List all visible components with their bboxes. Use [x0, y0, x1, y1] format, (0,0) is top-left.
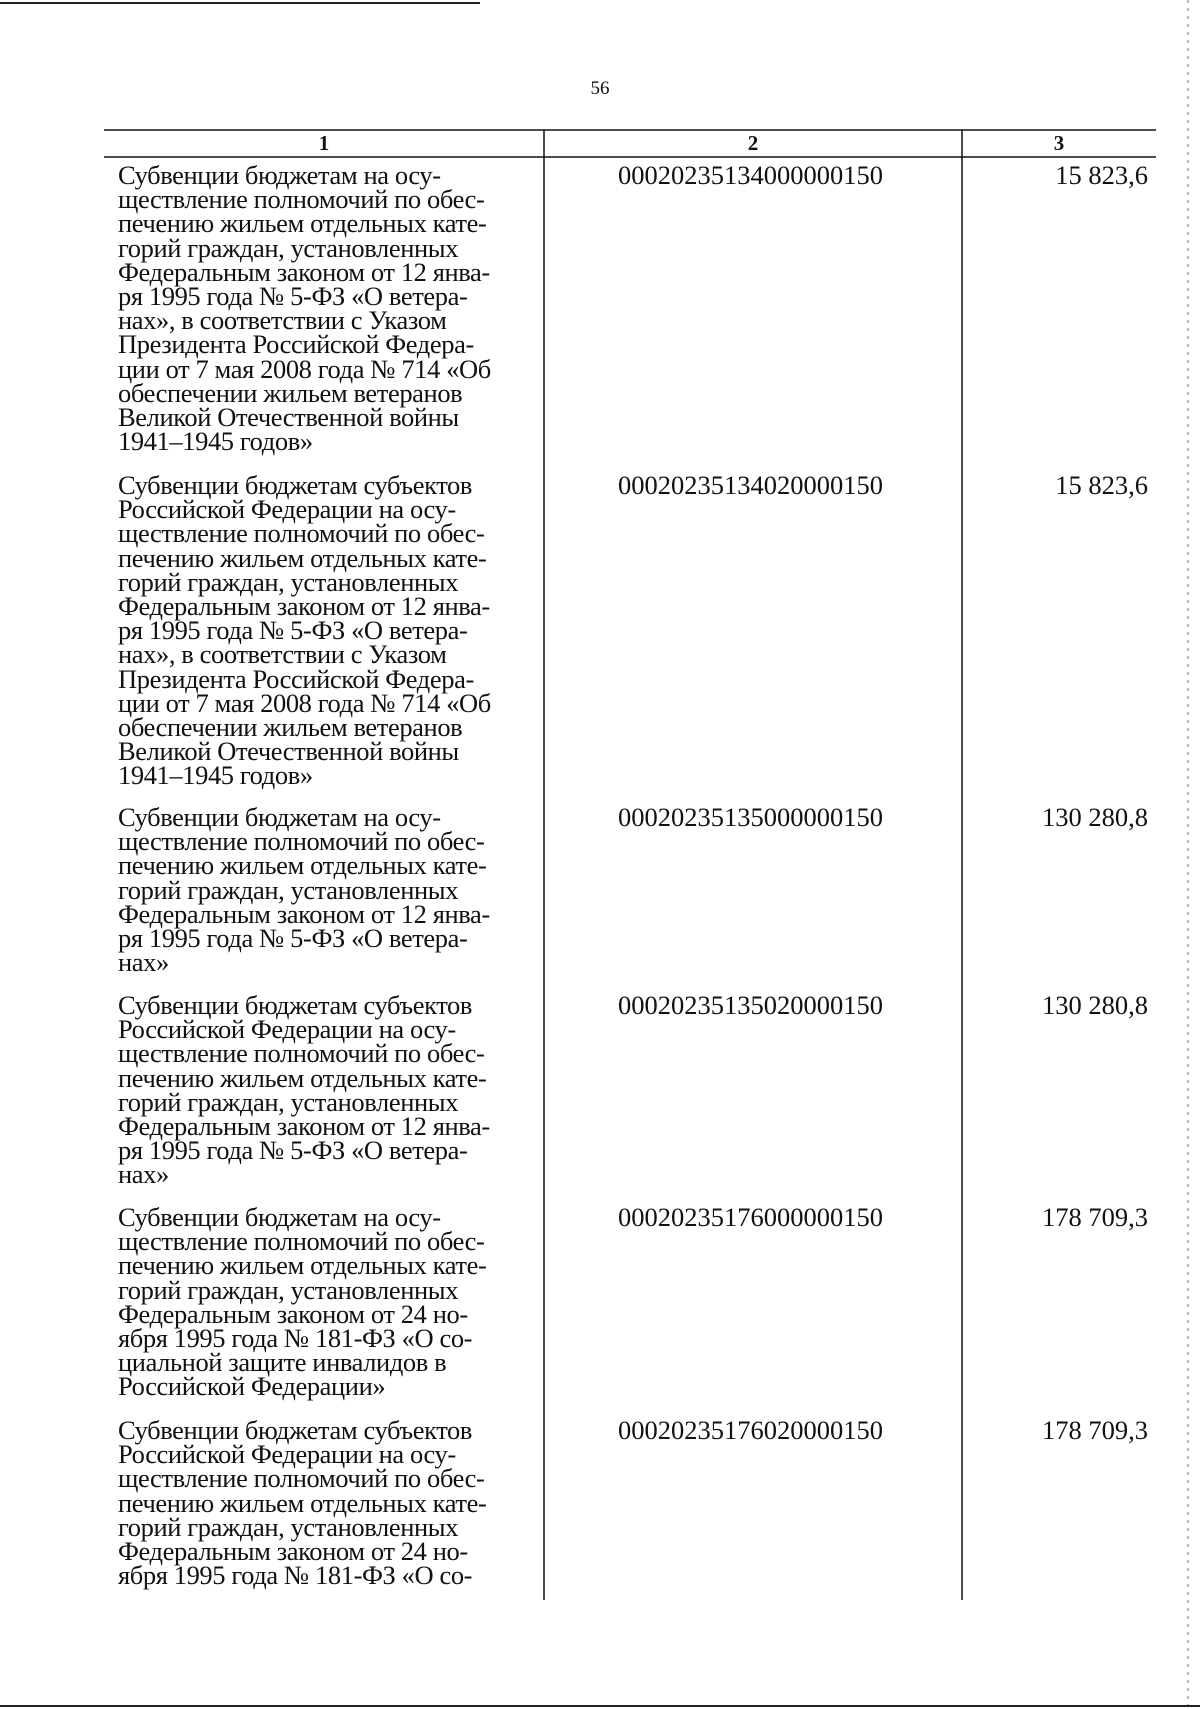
row-amount-cell: 15 823,6 — [1055, 470, 1148, 500]
row-name-cell — [118, 1415, 538, 1591]
row-name-line: Российской Федерации на осу- — [118, 494, 456, 525]
row-name-line: Субвенции бюджетам на осу- — [118, 802, 441, 832]
row-name-line: ря 1995 года № 5-ФЗ «О ветера- — [118, 281, 468, 312]
row-name-line: ции от 7 мая 2008 года № 714 «Об — [118, 353, 491, 384]
row-name-line: ября 1995 года № 181-ФЗ «О со- — [118, 1560, 473, 1591]
row-amount-cell: 178 709,3 — [1042, 1202, 1148, 1232]
row-name-line: 1941–1945 годов» — [118, 426, 313, 457]
row-name-line: ря 1995 года № 5-ФЗ «О ветера- — [118, 615, 468, 646]
row-name-line: 1941–1945 годов» — [118, 760, 313, 791]
row-name-line: Президента Российской Федера- — [118, 329, 474, 360]
row-name-line: горий граждан, установленных — [118, 1511, 459, 1542]
row-code-cell: 00020235134000000150 — [618, 160, 883, 190]
row-code-cell: 00020235176020000150 — [618, 1415, 883, 1445]
row-code-cell: 00020235135020000150 — [618, 990, 883, 1020]
row-name-cell — [118, 470, 538, 791]
row-name-cell — [118, 802, 538, 978]
row-name-line: Федеральным законом от 12 янва- — [118, 591, 490, 622]
row-name-line: нах» — [118, 947, 169, 978]
row-amount-cell: 15 823,6 — [1055, 160, 1148, 190]
row-name-line: печению жильем отдельных кате- — [118, 542, 487, 573]
row-name-line: ции от 7 мая 2008 года № 714 «Об — [118, 687, 491, 718]
row-name-line: Президента Российской Федера- — [118, 663, 474, 694]
row-name-line: горий граждан, установленных — [118, 232, 459, 263]
row-name-line: Федеральным законом от 24 но- — [118, 1536, 468, 1567]
row-name-line: печению жильем отдельных кате- — [118, 850, 487, 881]
column-header-2: 2 — [747, 131, 759, 155]
row-name-line: Субвенции бюджетам субъектов — [118, 1415, 472, 1445]
row-name-line: ществление полномочий по обес- — [118, 518, 485, 549]
row-name-line: ществление полномочий по обес- — [118, 1463, 485, 1494]
row-name-line: Российской Федерации на осу- — [118, 1439, 456, 1470]
row-name-line: Федеральным законом от 12 янва- — [118, 898, 490, 929]
row-name-line: печению жильем отдельных кате- — [118, 1250, 487, 1281]
row-name-line: обеспечении жильем ветеранов — [118, 712, 463, 743]
column-header-1: 1 — [318, 131, 330, 155]
row-name-line: циальной защите инвалидов в — [118, 1347, 447, 1378]
row-name-cell — [118, 990, 538, 1190]
row-name-line: ря 1995 года № 5-ФЗ «О ветера- — [118, 1135, 468, 1166]
row-name-line: Великой Отечественной войны — [118, 736, 459, 767]
row-name-line: ществление полномочий по обес- — [118, 1038, 485, 1069]
row-name-line: печению жильем отдельных кате- — [118, 1062, 487, 1093]
row-name-line: горий граждан, установленных — [118, 1086, 459, 1117]
row-amount-cell: 178 709,3 — [1042, 1415, 1148, 1445]
row-name-line: печению жильем отдельных кате- — [118, 208, 487, 239]
row-name-line: Федеральным законом от 12 янва- — [118, 1111, 490, 1142]
page-number: 56 — [590, 78, 610, 99]
row-name-line: ществление полномочий по обес- — [118, 826, 485, 857]
row-name-line: горий граждан, установленных — [118, 566, 459, 597]
row-name-cell — [118, 1202, 538, 1402]
row-name-line: Субвенции бюджетам субъектов — [118, 470, 472, 500]
row-name-line: Великой Отечественной войны — [118, 402, 459, 433]
row-name-cell — [118, 160, 538, 457]
row-name-line: Субвенции бюджетам субъектов — [118, 990, 472, 1020]
row-name-line: горий граждан, установленных — [118, 874, 459, 905]
row-name-line: Федеральным законом от 24 но- — [118, 1298, 468, 1329]
row-code-cell: 00020235135000000150 — [618, 802, 883, 832]
row-amount-cell: 130 280,8 — [1042, 990, 1148, 1020]
column-header-3: 3 — [1053, 131, 1065, 155]
row-name-line: обеспечении жильем ветеранов — [118, 377, 463, 408]
row-name-line: ября 1995 года № 181-ФЗ «О со- — [118, 1323, 473, 1354]
row-code-cell: 00020235134020000150 — [618, 470, 883, 500]
row-name-line: нах», в соответствии с Указом — [118, 639, 447, 670]
row-code-cell: 00020235176000000150 — [618, 1202, 883, 1232]
row-name-line: печению жильем отдельных кате- — [118, 1487, 487, 1518]
row-name-line: нах», в соответствии с Указом — [118, 305, 447, 336]
row-name-line: Федеральным законом от 12 янва- — [118, 256, 490, 287]
row-name-line: ря 1995 года № 5-ФЗ «О ветера- — [118, 923, 468, 954]
row-name-line: Субвенции бюджетам на осу- — [118, 1202, 441, 1232]
row-name-line: Субвенции бюджетам на осу- — [118, 160, 441, 190]
row-name-line: ществление полномочий по обес- — [118, 184, 485, 215]
row-name-line: нах» — [118, 1159, 169, 1190]
row-name-line: Российской Федерации» — [118, 1371, 386, 1402]
row-name-line: горий граждан, установленных — [118, 1274, 459, 1305]
row-name-line: Российской Федерации на осу- — [118, 1014, 456, 1045]
row-amount-cell: 130 280,8 — [1042, 802, 1148, 832]
row-name-line: ществление полномочий по обес- — [118, 1226, 485, 1257]
